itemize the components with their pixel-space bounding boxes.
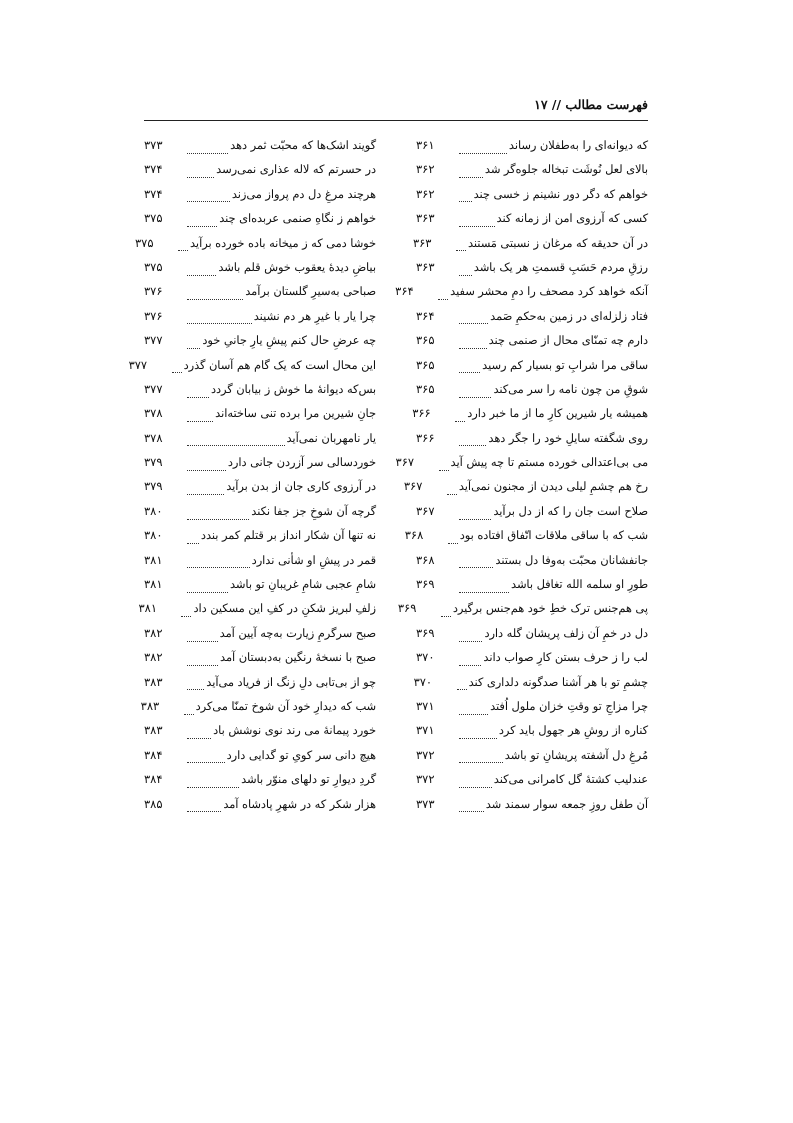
toc-entry: [144, 650, 376, 674]
toc-entry-page: ۳۶۷: [416, 503, 435, 518]
toc-entry: [144, 382, 376, 406]
toc-entry-title: همیشه یار شیرین کارِ ما از ما خبر دارد: [467, 407, 648, 421]
toc-column-right: [395, 138, 648, 821]
toc-entry-page: ۳۸۲: [144, 625, 163, 640]
toc-entry: [144, 260, 376, 284]
dot-leader: [187, 519, 249, 520]
toc-entry-title: جانِ شیرین مرا برده تنی ساخته‌اند: [215, 407, 376, 421]
toc-entry-page: ۳۷۷: [144, 381, 163, 396]
toc-entry-page: ۳۶۴: [416, 308, 435, 323]
toc-entry-title: دارم چه تمنّای محال از صنمی چند: [488, 334, 648, 348]
toc-entry: [144, 406, 376, 430]
toc-entry: [144, 797, 376, 821]
toc-entry-title: رزقِ مردم حَسَبِ قسمتِ هر یک باشد: [473, 260, 648, 274]
dot-leader: [447, 494, 457, 495]
toc-entry: [397, 601, 648, 625]
toc-entry-title: ساقی مرا شرابِ تو بسیار کم رسید: [482, 358, 648, 372]
toc-entry-page: ۳۶۹: [416, 625, 435, 640]
header-title: فهرست مطالب // ۱۷: [534, 97, 648, 112]
toc-entry-page: ۳۶۴: [395, 284, 414, 299]
dot-leader: [459, 592, 509, 593]
toc-entry-title: در حسرتم که لاله عذاری نمی‌رسد: [216, 163, 376, 177]
toc-entry: [144, 309, 376, 333]
dot-leader: [459, 323, 488, 324]
toc-entry-title: عندلیب کشتهٔ گل کامرانی می‌کند: [493, 773, 648, 787]
toc-entry-page: ۳۸۰: [144, 528, 163, 543]
toc-entry-title: روی شگفته سایلِ خود را جگر دهد: [488, 431, 648, 445]
dot-leader: [459, 762, 503, 763]
toc-entry-title: شوقِ من چون نامه را سر می‌کند: [493, 382, 648, 396]
toc-entry: [416, 187, 648, 211]
toc-entry-page: ۳۷۰: [413, 674, 433, 689]
toc-entry-page: ۳۸۳: [140, 698, 160, 713]
dot-leader: [455, 421, 465, 422]
toc-entry-page: ۳۷۹: [144, 455, 163, 470]
toc-entry-title: پی هم‌جنس ترک خطِ خود هم‌جنس برگیرد: [452, 602, 648, 616]
toc-entry: [416, 748, 648, 772]
toc-entry-title: کناره از روشِ هر جهول باید کرد: [498, 724, 648, 738]
toc-entry-page: ۳۶۲: [416, 162, 435, 177]
dot-leader: [178, 250, 188, 251]
dot-leader: [459, 519, 491, 520]
toc-entry-title: شامِ عجبی شامِ غریبانِ تو باشد: [229, 578, 376, 592]
toc-entry: [144, 284, 376, 308]
toc-entry-title: زلفِ لبریز شکنِ در کفِ این مسکین داد: [193, 602, 376, 616]
toc-entry-page: ۳۶۵: [416, 381, 435, 396]
dot-leader: [187, 762, 225, 763]
toc-entry: [412, 235, 648, 260]
toc-entry: [416, 772, 648, 796]
toc-entry: [144, 748, 376, 772]
dot-leader: [459, 567, 493, 568]
toc-entry: [416, 626, 648, 650]
toc-entry-page: ۳۶۲: [416, 186, 435, 201]
toc-entry-title: می بی‌اعتدالی خورده مستم تا چه پیش آید: [450, 456, 648, 470]
toc-entry-title: گردِ دیوارِ تو دلهای منوّر باشد: [241, 773, 376, 787]
toc-entry-page: ۳۶۳: [412, 235, 432, 250]
toc-entry: [144, 187, 376, 211]
dot-leader: [187, 592, 228, 593]
toc-entry: [144, 162, 376, 186]
toc-entry: [416, 431, 648, 455]
toc-entry-title: چشمِ تو با هر آشنا صدگونه دلداری کند: [468, 675, 648, 689]
toc-entry-page: ۳۷۲: [416, 772, 435, 787]
dot-leader: [459, 445, 486, 446]
toc-entry: [416, 699, 648, 723]
toc-entry-page: ۳۸۱: [144, 577, 163, 592]
toc-entry: [416, 211, 648, 235]
toc-entry: [416, 577, 648, 601]
toc-entry: [416, 358, 648, 382]
dot-leader: [459, 201, 472, 202]
dot-leader: [459, 226, 495, 227]
toc-entry-page: ۳۸۴: [144, 772, 163, 787]
dot-leader: [456, 250, 466, 251]
dot-leader: [459, 153, 507, 154]
toc-entry: [403, 479, 648, 503]
toc-entry-page: ۳۸۱: [144, 552, 163, 567]
toc-entry: [144, 504, 376, 528]
toc-entry: [416, 333, 648, 357]
toc-entry-title: چرا یار با غیرِ هر دم نشیند: [253, 309, 376, 323]
toc-entry-page: ۳۶۹: [397, 601, 417, 616]
toc-entry-title: خواهم ز نگاهِ صنمی عربده‌ای چند: [219, 212, 376, 226]
toc-entry-page: ۳۷۷: [144, 333, 163, 348]
toc-entry: [416, 260, 648, 284]
toc-entry-page: ۳۷۵: [144, 259, 163, 274]
dot-leader: [187, 689, 204, 690]
toc-entry: [416, 309, 648, 333]
toc-entry: [144, 138, 376, 162]
dot-leader: [187, 299, 243, 300]
toc-entry-title: آنکه خواهد کرد مصحف را دمِ محشر سفید: [450, 285, 648, 299]
dot-leader: [459, 787, 492, 788]
toc-entry-page: ۳۷۸: [144, 406, 163, 421]
toc-entry-title: صبح سرگرمِ زیارت به‌چه آیین آمد: [219, 626, 376, 640]
dot-leader: [187, 201, 230, 202]
toc-entry-page: ۳۷۶: [144, 308, 163, 323]
toc-entry: [144, 723, 376, 747]
dot-leader: [459, 348, 487, 349]
toc-entry-title: هیچ دانی سر کویِ تو گدایی دارد: [226, 748, 376, 762]
toc-entry: [395, 455, 648, 479]
toc-entry-page: ۳۶۳: [416, 259, 435, 274]
toc-entry-title: مُرغِ دل آشفته پریشانِ تو باشد: [504, 748, 648, 762]
dot-leader: [172, 372, 182, 373]
dot-leader: [187, 811, 221, 812]
toc-entry: [144, 577, 376, 601]
dot-leader: [448, 543, 458, 544]
toc-entry-title: رخ هم چشمِ لیلی دیدن از مجنون نمی‌آید: [458, 480, 648, 494]
toc-entry-title: شب که دیدارِ خود آن شوخ تمنّا می‌کرد: [195, 699, 376, 713]
dot-leader: [187, 470, 226, 471]
dot-leader: [457, 689, 467, 690]
dot-leader: [187, 543, 199, 544]
toc-entry-title: صلاح است جان را که از دل برآید: [493, 504, 648, 518]
toc-entry-page: ۳۸۵: [144, 796, 163, 811]
toc-entry-title: طورِ او سلمه الله تغافل باشد: [511, 578, 648, 592]
toc-entry-page: ۳۷۱: [416, 723, 435, 738]
toc-entry-page: ۳۷۵: [135, 235, 154, 250]
toc-entry-page: ۳۶۸: [404, 528, 424, 543]
toc-entry-title: هزار شکر که در شهرِ پادشاه آمد: [223, 797, 376, 811]
toc-entry-page: ۳۸۳: [144, 723, 163, 738]
toc-entry-page: ۳۷۲: [416, 747, 435, 762]
toc-entry-title: گویند اشک‌ها که محبّت ثمر دهد: [230, 139, 376, 152]
toc-entry: [395, 284, 648, 308]
dot-leader: [439, 470, 449, 471]
toc-entry-page: ۳۶۵: [416, 357, 435, 372]
toc-entry: [144, 479, 376, 503]
toc-entry-page: ۳۷۹: [144, 479, 163, 494]
dot-leader: [187, 641, 218, 642]
toc-entry-page: ۳۷۴: [144, 186, 163, 201]
toc-entry: [135, 235, 376, 260]
dot-leader: [459, 714, 488, 715]
toc-entry-title: در آن حدیقه که مرغان ز نسبتی مَستند: [467, 236, 648, 250]
toc-entry-title: هرچند مرغِ دل دم پرواز می‌زند: [231, 187, 376, 201]
toc-entry-title: کسی که آرزوی امن از زمانه کند: [496, 212, 648, 226]
toc-entry-title: چو از بی‌تابی دلِ زنگ از فریاد می‌آید: [206, 675, 376, 689]
toc-entry: [404, 528, 648, 552]
toc-entry-page: ۳۷۵: [144, 211, 163, 226]
toc-entry-title: یار نامهربان نمی‌آید: [286, 431, 376, 445]
toc-entry: [412, 406, 648, 430]
toc-entry-page: ۳۶۸: [416, 552, 435, 567]
dot-leader: [187, 738, 211, 739]
dot-leader: [459, 372, 480, 373]
toc-entry-page: ۳۷۳: [416, 796, 435, 811]
toc-entry: [144, 553, 376, 577]
toc-entry-page: ۳۸۱: [138, 601, 158, 616]
toc-entry-title: صبح با نسخهٔ رنگین به‌دبستان آمد: [220, 651, 376, 665]
toc-entry-title: لب را ز حرف بستن کارِ صواب داند: [483, 651, 648, 665]
dot-leader: [459, 641, 482, 642]
toc-column-left: [128, 138, 376, 821]
dot-leader: [187, 177, 214, 178]
toc-entry-page: ۳۷۳: [144, 138, 163, 152]
dot-leader: [438, 299, 448, 300]
toc-entry-title: خواهم که دگر دور نشینم ز خسی چند: [473, 187, 648, 201]
dot-leader: [187, 665, 218, 666]
dot-leader: [187, 153, 228, 154]
toc-entry-page: ۳۷۶: [144, 284, 163, 299]
toc-entry-title: آن طفل روزِ جمعه سوار سمند شد: [485, 797, 648, 811]
toc-entry: [144, 455, 376, 479]
toc-entry-page: ۳۸۰: [144, 503, 163, 518]
toc-entry-title: قمر در پیشِ او شأنی ندارد: [251, 553, 376, 567]
toc-entry-page: ۳۶۱: [416, 138, 435, 152]
toc-entry-page: ۳۷۰: [416, 650, 435, 665]
toc-entry-title: بیاضِ دیدهٔ یعقوب خوش قلم باشد: [218, 260, 376, 274]
toc-entry: [128, 357, 376, 382]
toc-entry-page: ۳۷۷: [128, 357, 148, 372]
toc-entry-title: این محال است که یک گام هم آسان گذرد: [183, 358, 376, 372]
toc-entry: [416, 382, 648, 406]
dot-leader: [187, 323, 252, 324]
dot-leader: [187, 275, 216, 276]
toc-entry: [144, 333, 376, 357]
dot-leader: [187, 348, 200, 349]
toc-entry: [416, 723, 648, 747]
dot-leader: [187, 421, 213, 422]
toc-entry-page: ۳۶۶: [416, 430, 435, 445]
toc-entry-page: ۳۶۷: [395, 455, 415, 470]
toc-entry-page: ۳۷۴: [144, 162, 163, 177]
toc-entry-title: دل در خمِ آن زلف پریشان گله دارد: [484, 626, 648, 640]
dot-leader: [459, 397, 491, 398]
dot-leader: [459, 738, 497, 739]
toc-entry-title: چه عرضِ حال کنم پیشِ یارِ جانیِ خود: [202, 334, 376, 348]
toc-entry-title: جانفشانان محبّت به‌وفا دل بستند: [495, 553, 648, 567]
toc-entry: [144, 528, 376, 552]
toc-entry-title: فتاد زلزله‌ای در زمین به‌حکمِ صَمد: [490, 309, 648, 323]
toc-entry-page: ۳۸۳: [144, 674, 163, 689]
toc-entry-title: خوشا دمی که ز میخانه باده خورده برآید: [190, 236, 376, 250]
toc-entry-title: صباحی به‌سیرِ گلستان برآمد: [245, 285, 376, 299]
dot-leader: [187, 787, 239, 788]
dot-leader: [459, 275, 472, 276]
running-header: [144, 96, 648, 121]
toc-entry-page: ۳۸۲: [144, 650, 163, 665]
toc-entry-page: ۳۶۶: [412, 406, 431, 421]
toc-entry: [144, 431, 376, 455]
dot-leader: [459, 177, 483, 178]
dot-leader: [184, 714, 194, 715]
toc-entry-title: در آرزوی کاری جان از بدن برآید: [226, 480, 376, 494]
dot-leader: [187, 567, 250, 568]
toc-entry-title: بالای لعل نُوشَت تبخاله جلوه‌گر شد: [484, 163, 648, 177]
toc-entry-title: خوردسالی سر آزردن جانی دارد: [227, 456, 376, 470]
dot-leader: [187, 445, 285, 446]
toc-entry-title: بس‌که دیوانهٔ ما خوش ز بیابان گردد: [211, 382, 376, 396]
toc-entry-page: ۳۶۳: [416, 211, 435, 226]
toc-entry: [416, 650, 648, 674]
toc-entry-page: ۳۸۴: [144, 747, 163, 762]
toc-entry-title: شب که با ساقی ملاقات اتّفاق افتاده بود: [459, 529, 648, 543]
dot-leader: [459, 811, 484, 812]
toc-entry-page: ۳۷۱: [416, 698, 435, 713]
toc-entry: [144, 211, 376, 235]
dot-leader: [181, 616, 191, 617]
toc-entry: [416, 553, 648, 577]
toc-entry-page: ۳۶۷: [403, 479, 423, 494]
dot-leader: [187, 397, 209, 398]
toc-entry: [416, 138, 648, 162]
toc-entry-title: چرا مزاجِ تو وقتِ خزان ملول اُفتد: [490, 699, 648, 713]
toc-entry: [416, 797, 648, 821]
dot-leader: [187, 494, 224, 495]
toc-entry-page: ۳۶۹: [416, 577, 435, 592]
toc-entry: [140, 698, 376, 723]
toc-entry: [416, 504, 648, 528]
toc-entry: [138, 601, 376, 625]
dot-leader: [441, 616, 451, 617]
toc-entry: [144, 675, 376, 699]
toc-entry-page: ۳۶۵: [416, 333, 435, 348]
toc-entry-title: که دیوانه‌ای را به‌طفلان رساند: [508, 139, 648, 152]
toc-entry-title: خورد پیمانهٔ می رند نوی نوشش باد: [213, 724, 376, 738]
toc-entry: [144, 772, 376, 796]
toc-entry-title: نه تنها آن شکار انداز بر قتلم کمر بندد: [200, 529, 376, 543]
dot-leader: [187, 226, 217, 227]
toc-entry-page: ۳۷۸: [144, 430, 163, 445]
toc-entry: [144, 626, 376, 650]
dot-leader: [459, 665, 481, 666]
toc-entry: [416, 162, 648, 186]
toc-entry-title: گرچه آن شوخِ جز جفا نکند: [251, 504, 376, 518]
toc-entry: [413, 674, 648, 699]
